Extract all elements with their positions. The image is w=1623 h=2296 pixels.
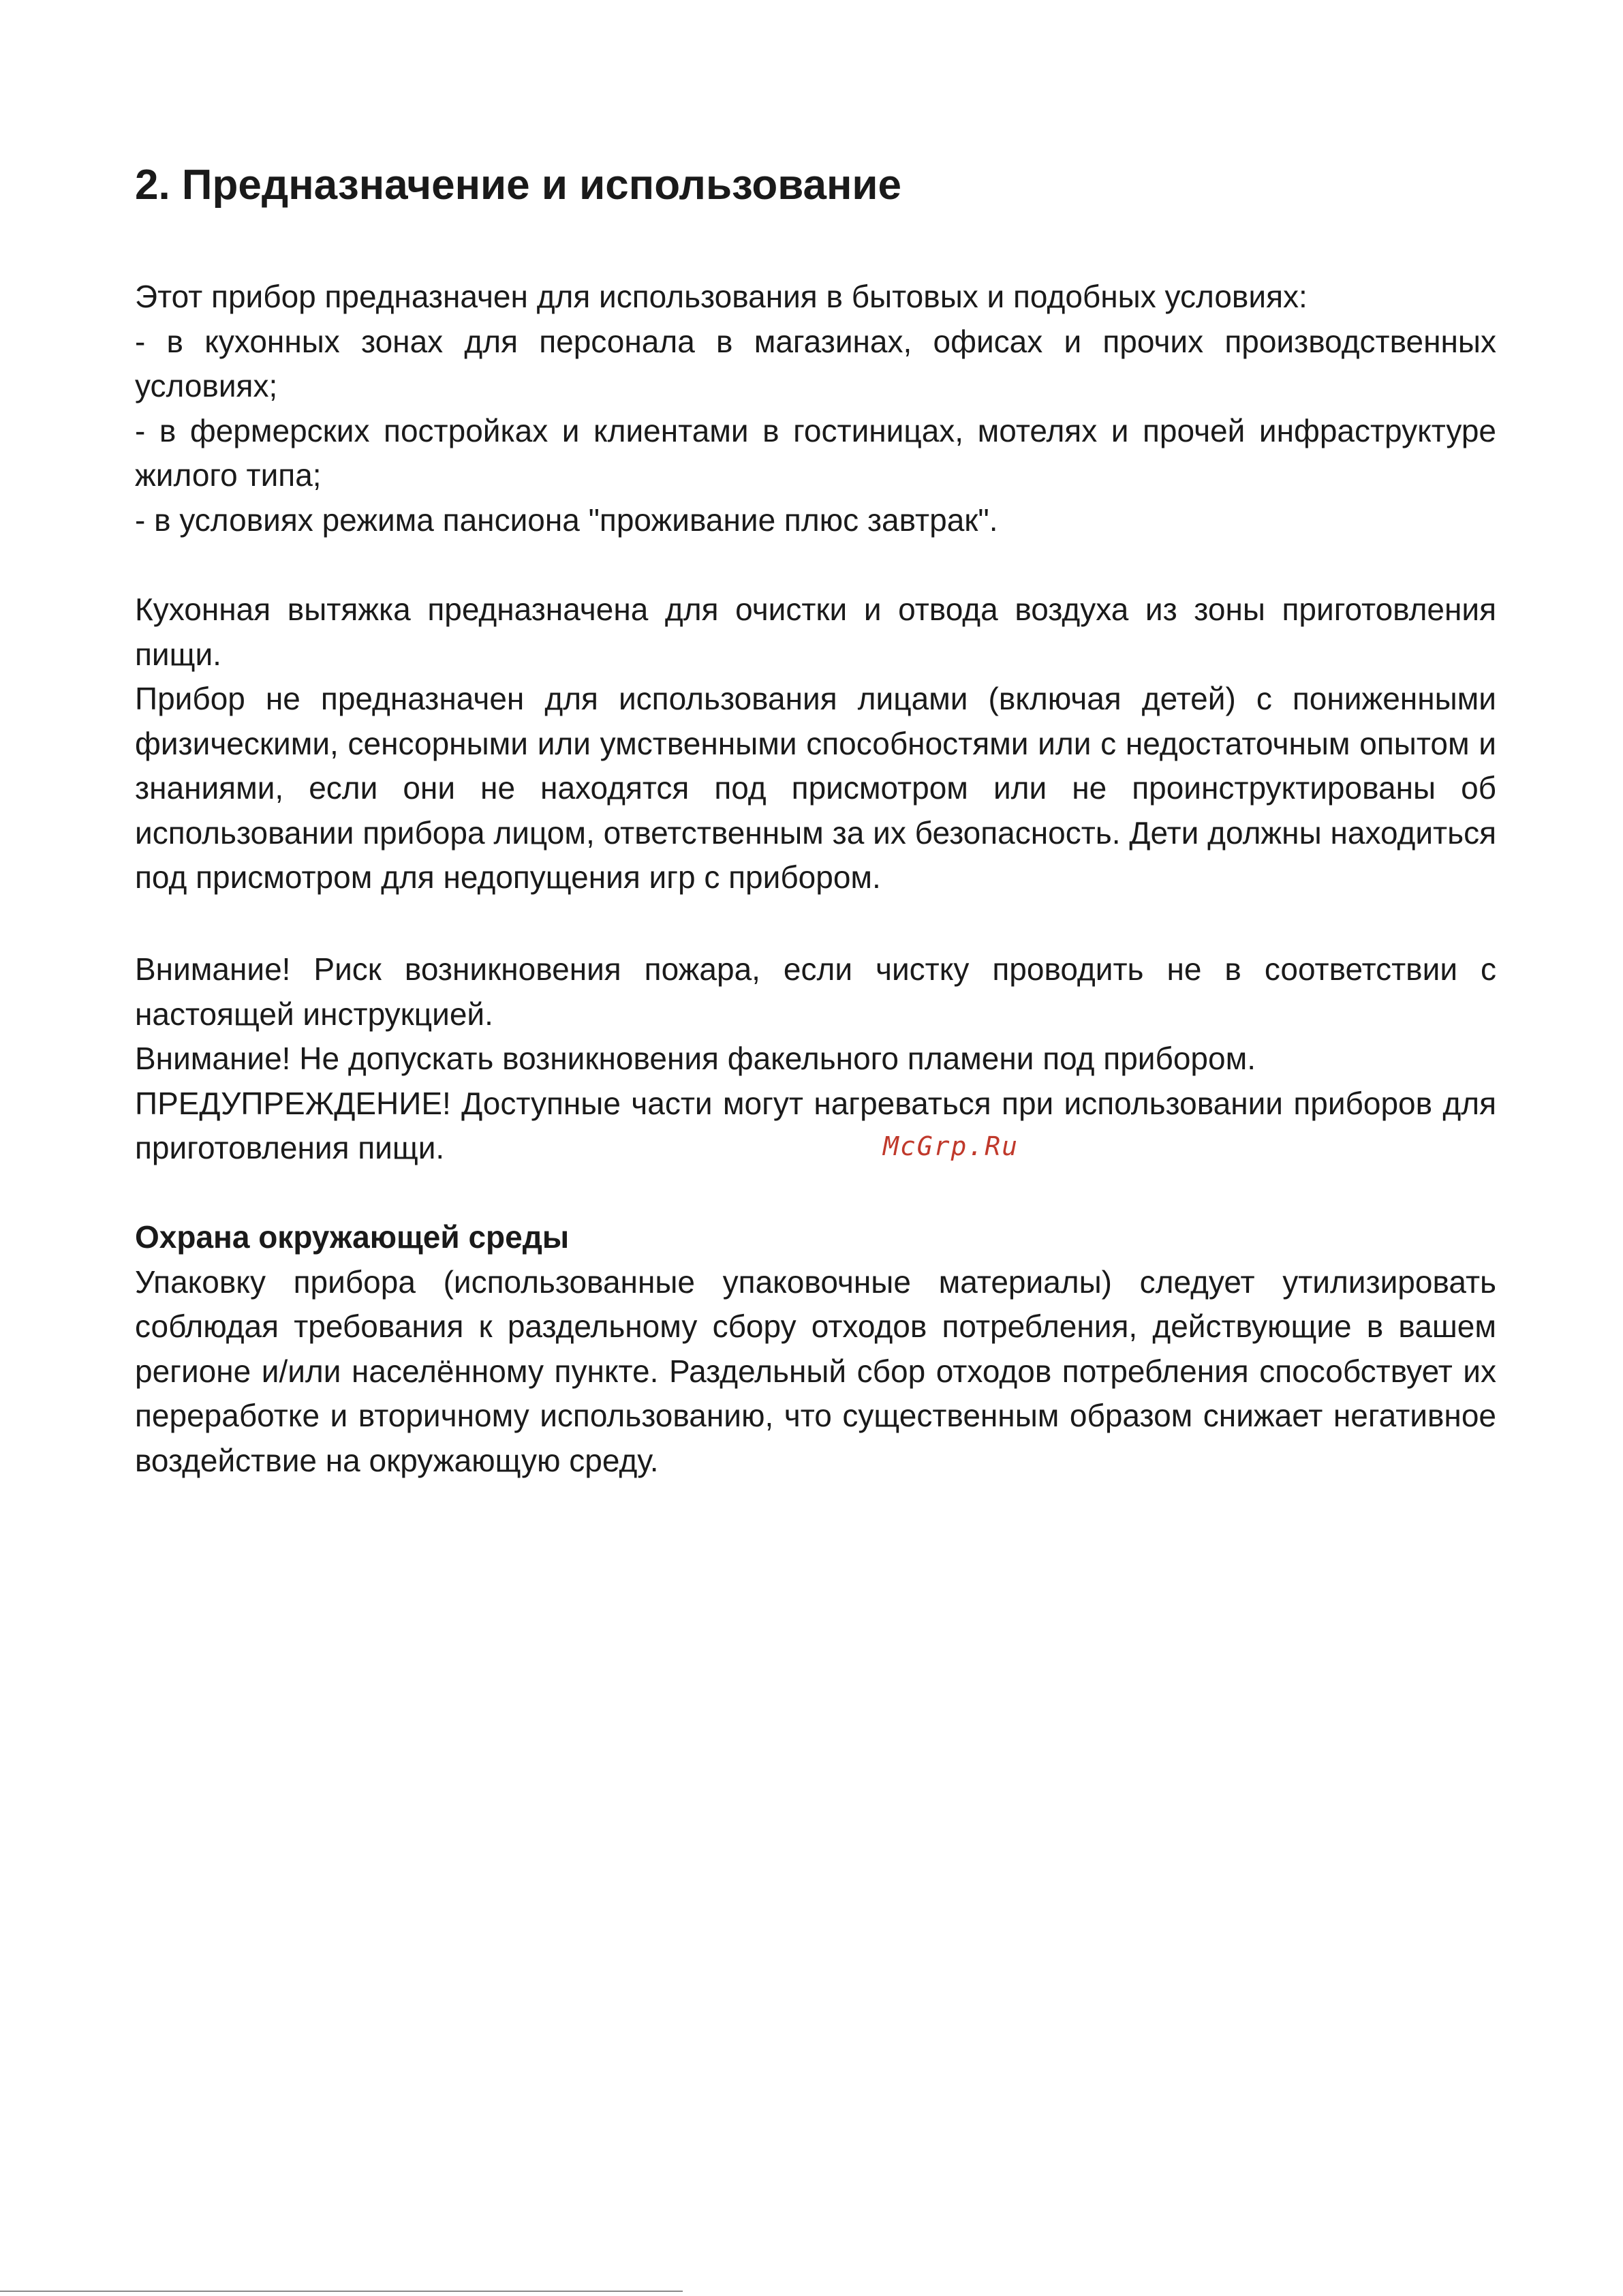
section-title: 2. Предназначение и использование: [135, 162, 902, 209]
purpose-paragraph: Прибор не предназначен для использования лицами (включая детей) с пониженными физическими, сенсорными или умственными способностями или с недостаточным опытом и знаниями, если они не находятся под присмотром или не проинструктированы об использовании прибора лицом, ответственным за их безопасность. Дети должны находиться под присмотром для недопущения игр с прибором.: [135, 681, 1496, 895]
footer-divider: [0, 2291, 683, 2292]
warning-text: Внимание! Риск возникновения пожара, если чистку проводить не в соответствии с настоящей инструкцией.: [135, 951, 1496, 1032]
usage-item: - в кухонных зонах для персонала в магазинах, офисах и прочих производственных условиях;: [135, 323, 1496, 403]
environment-heading: Охрана окружающей среды: [135, 1219, 570, 1255]
usage-item: - в условиях режима пансиона "проживание плюс завтрак".: [135, 502, 998, 538]
usage-intro: Этот прибор предназначен для использования в бытовых и подобных условиях:: [135, 279, 1308, 314]
warning-text: Внимание! Не допускать возникновения факельного пламени под прибором.: [135, 1041, 1256, 1076]
warning-text: ПРЕДУПРЕЖДЕНИЕ! Доступные части могут нагреваться при использовании приборов для приготовления пищи.: [135, 1085, 1496, 1165]
purpose-block: [135, 587, 1496, 900]
warnings-block: [135, 947, 1496, 1171]
environment-block: [135, 1215, 1496, 1483]
watermark-text: McGrp.Ru: [883, 1131, 1019, 1161]
purpose-paragraph: Кухонная вытяжка предназначена для очистки и отвода воздуха из зоны приготовления пищи.: [135, 592, 1496, 672]
environment-text: Упаковку прибора (использованные упаковочные материалы) следует утилизировать соблюдая требования к раздельному сбору отходов потребления, действующие в вашем регионе и/или населённому пункте. Раздельный сбор отходов потребления способствует их переработке и вторичному использованию, что существенным образом снижает негативное воздействие на окружающую среду.: [135, 1264, 1496, 1478]
usage-item: - в фермерских постройках и клиентами в гостиницах, мотелях и прочей инфраструктуре жилого типа;: [135, 412, 1496, 493]
usage-block: [135, 275, 1496, 542]
